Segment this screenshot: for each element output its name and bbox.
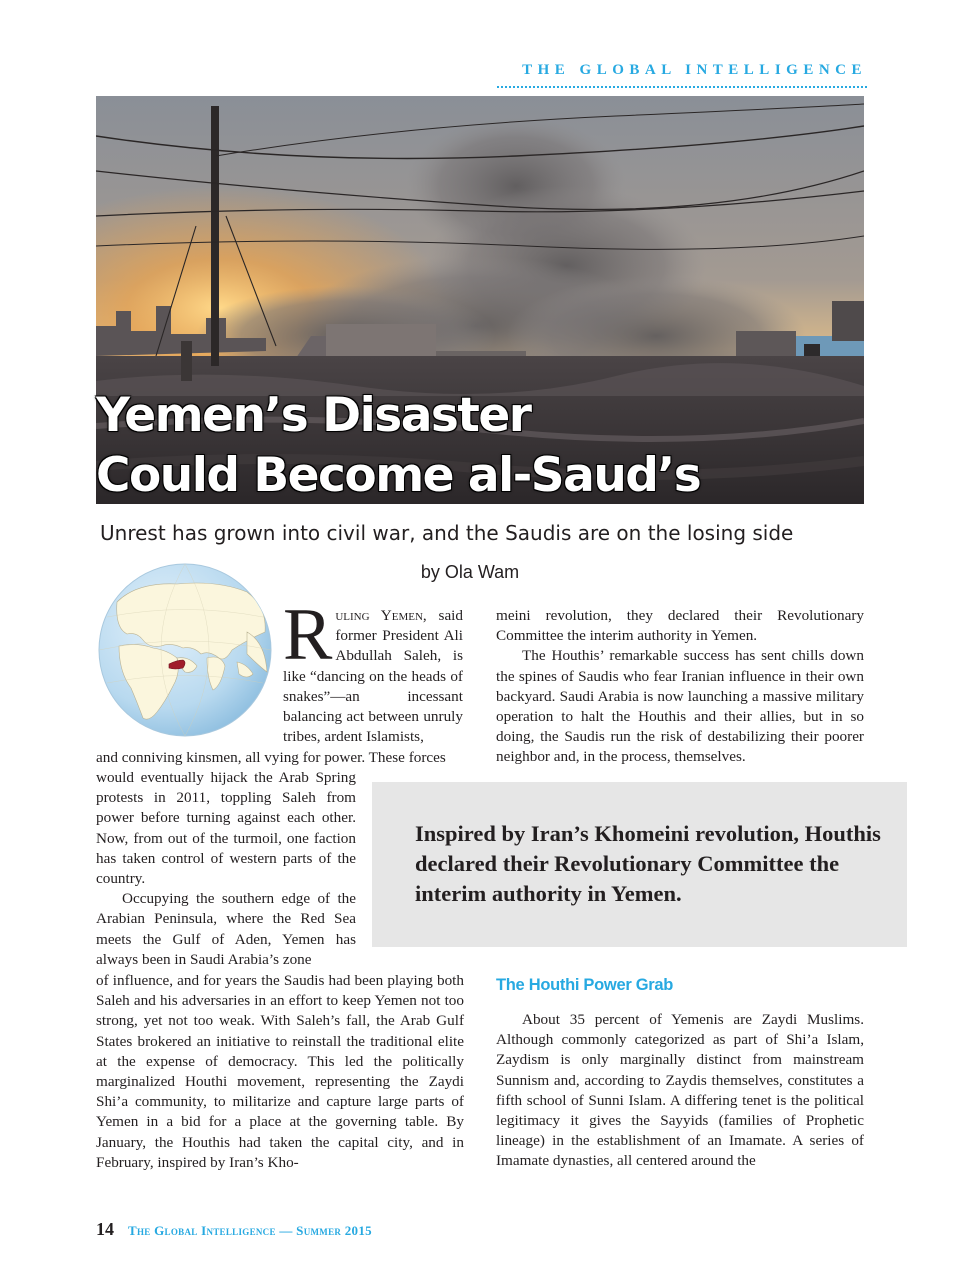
column1-narrow-block: [96, 768, 356, 970]
column2-bottom: [496, 1010, 864, 1172]
article-headline: [96, 386, 700, 506]
column1-full-line: and conniving kinsmen, all vying for power. These forces: [96, 749, 446, 766]
page-number: 14: [96, 1219, 114, 1239]
column2-paragraph-3: About 35 percent of Yemenis are Zaydi Muslims. Although commonly categorized as part of Shi’a Islam, Zaydism is only marginally distinct from mainstream Sunnism and, according to Zaydis themselves, constitutes a fifth school of Sunni Islam. A differing tenet is the political legitimacy it gives the Sayyids (families of Prophetic lineage) in the establishment of an Imamate. A series of Imamate dynasties, all centered around the: [496, 1011, 864, 1170]
headline-line-2: Could Become al-Saud’s: [96, 448, 701, 504]
pullquote-text: Inspired by Iran’s Khomeini revolution, Houthis declared their Revolutionary Committee the interim authority in Yemen.: [415, 821, 881, 906]
headline-line-1: Yemen’s Disaster: [96, 388, 531, 443]
column1-narrow-paragraph-2: Occupying the southern edge of the Arabian Peninsula, where the Red Sea meets the Gulf of Aden, Yemen has always been in Saudi Arabia’s zone: [96, 890, 356, 968]
column1-narrow-paragraph-1: would eventually hijack the Arab Spring protests in 2011, toppling Saleh from power before turning against each other. Now, from out of the turmoil, one faction has taken control of western parts of the country.: [96, 769, 356, 888]
column2-paragraph-1: meini revolution, they declared their Revolutionary Committee the interim authority in Yemen.: [496, 607, 864, 645]
lead-smallcaps: uling Yemen,: [335, 607, 427, 624]
footer-publication: The Global Intelligence — Summer 2015: [128, 1223, 372, 1238]
masthead-dotted-rule: [497, 86, 867, 88]
pullquote-box: [372, 782, 907, 947]
column1-wrap-paragraph: [283, 594, 463, 747]
drop-cap: R: [283, 594, 333, 676]
column1-lead-text: said former President Ali Abdullah Saleh, is like “dancing on the heads of snakes”—an incessant balancing act between unruly tribes, ardent Islamists,: [283, 607, 463, 746]
globe-map-yemen: [97, 562, 273, 738]
column1-bottom-paragraph: of influence, and for years the Saudis had been playing both Saleh and his adversaries in an effort to keep Yemen not too strong, yet not too weak. With Saleh’s fall, the Arab Gulf States brokered an initiative to reinstall the traditional elite at the expense of democracy. This led the politically marginalized Houthi movement, representing the Zaydi Shi’a community, to militarize and capture large parts of Yemen in a bid for a place at the governing table. By January, the Houthis had taken the capital city, and in February, inspired by Iran’s Kho-: [96, 972, 464, 1171]
column2-top: [496, 606, 864, 768]
masthead-title: THE GLOBAL INTELLIGENCE: [522, 62, 867, 78]
article-byline: by Ola Wam: [420, 562, 520, 582]
column2-paragraph-2: The Houthis’ remarkable success has sent chills down the spines of Saudis who fear Iranian influence in their own backyard. Saudi Arabia is now launching a massive military operation to halt the Houthis and their allies, but in so doing, the Saudis run the risk of destabilizing their poorer neighbor and, in the process, themselves.: [496, 647, 864, 766]
article-subtitle: Unrest has grown into civil war, and the Saudis are on the losing side: [100, 521, 794, 545]
section-heading: The Houthi Power Grab: [496, 976, 674, 994]
page-footer: [96, 1219, 372, 1240]
